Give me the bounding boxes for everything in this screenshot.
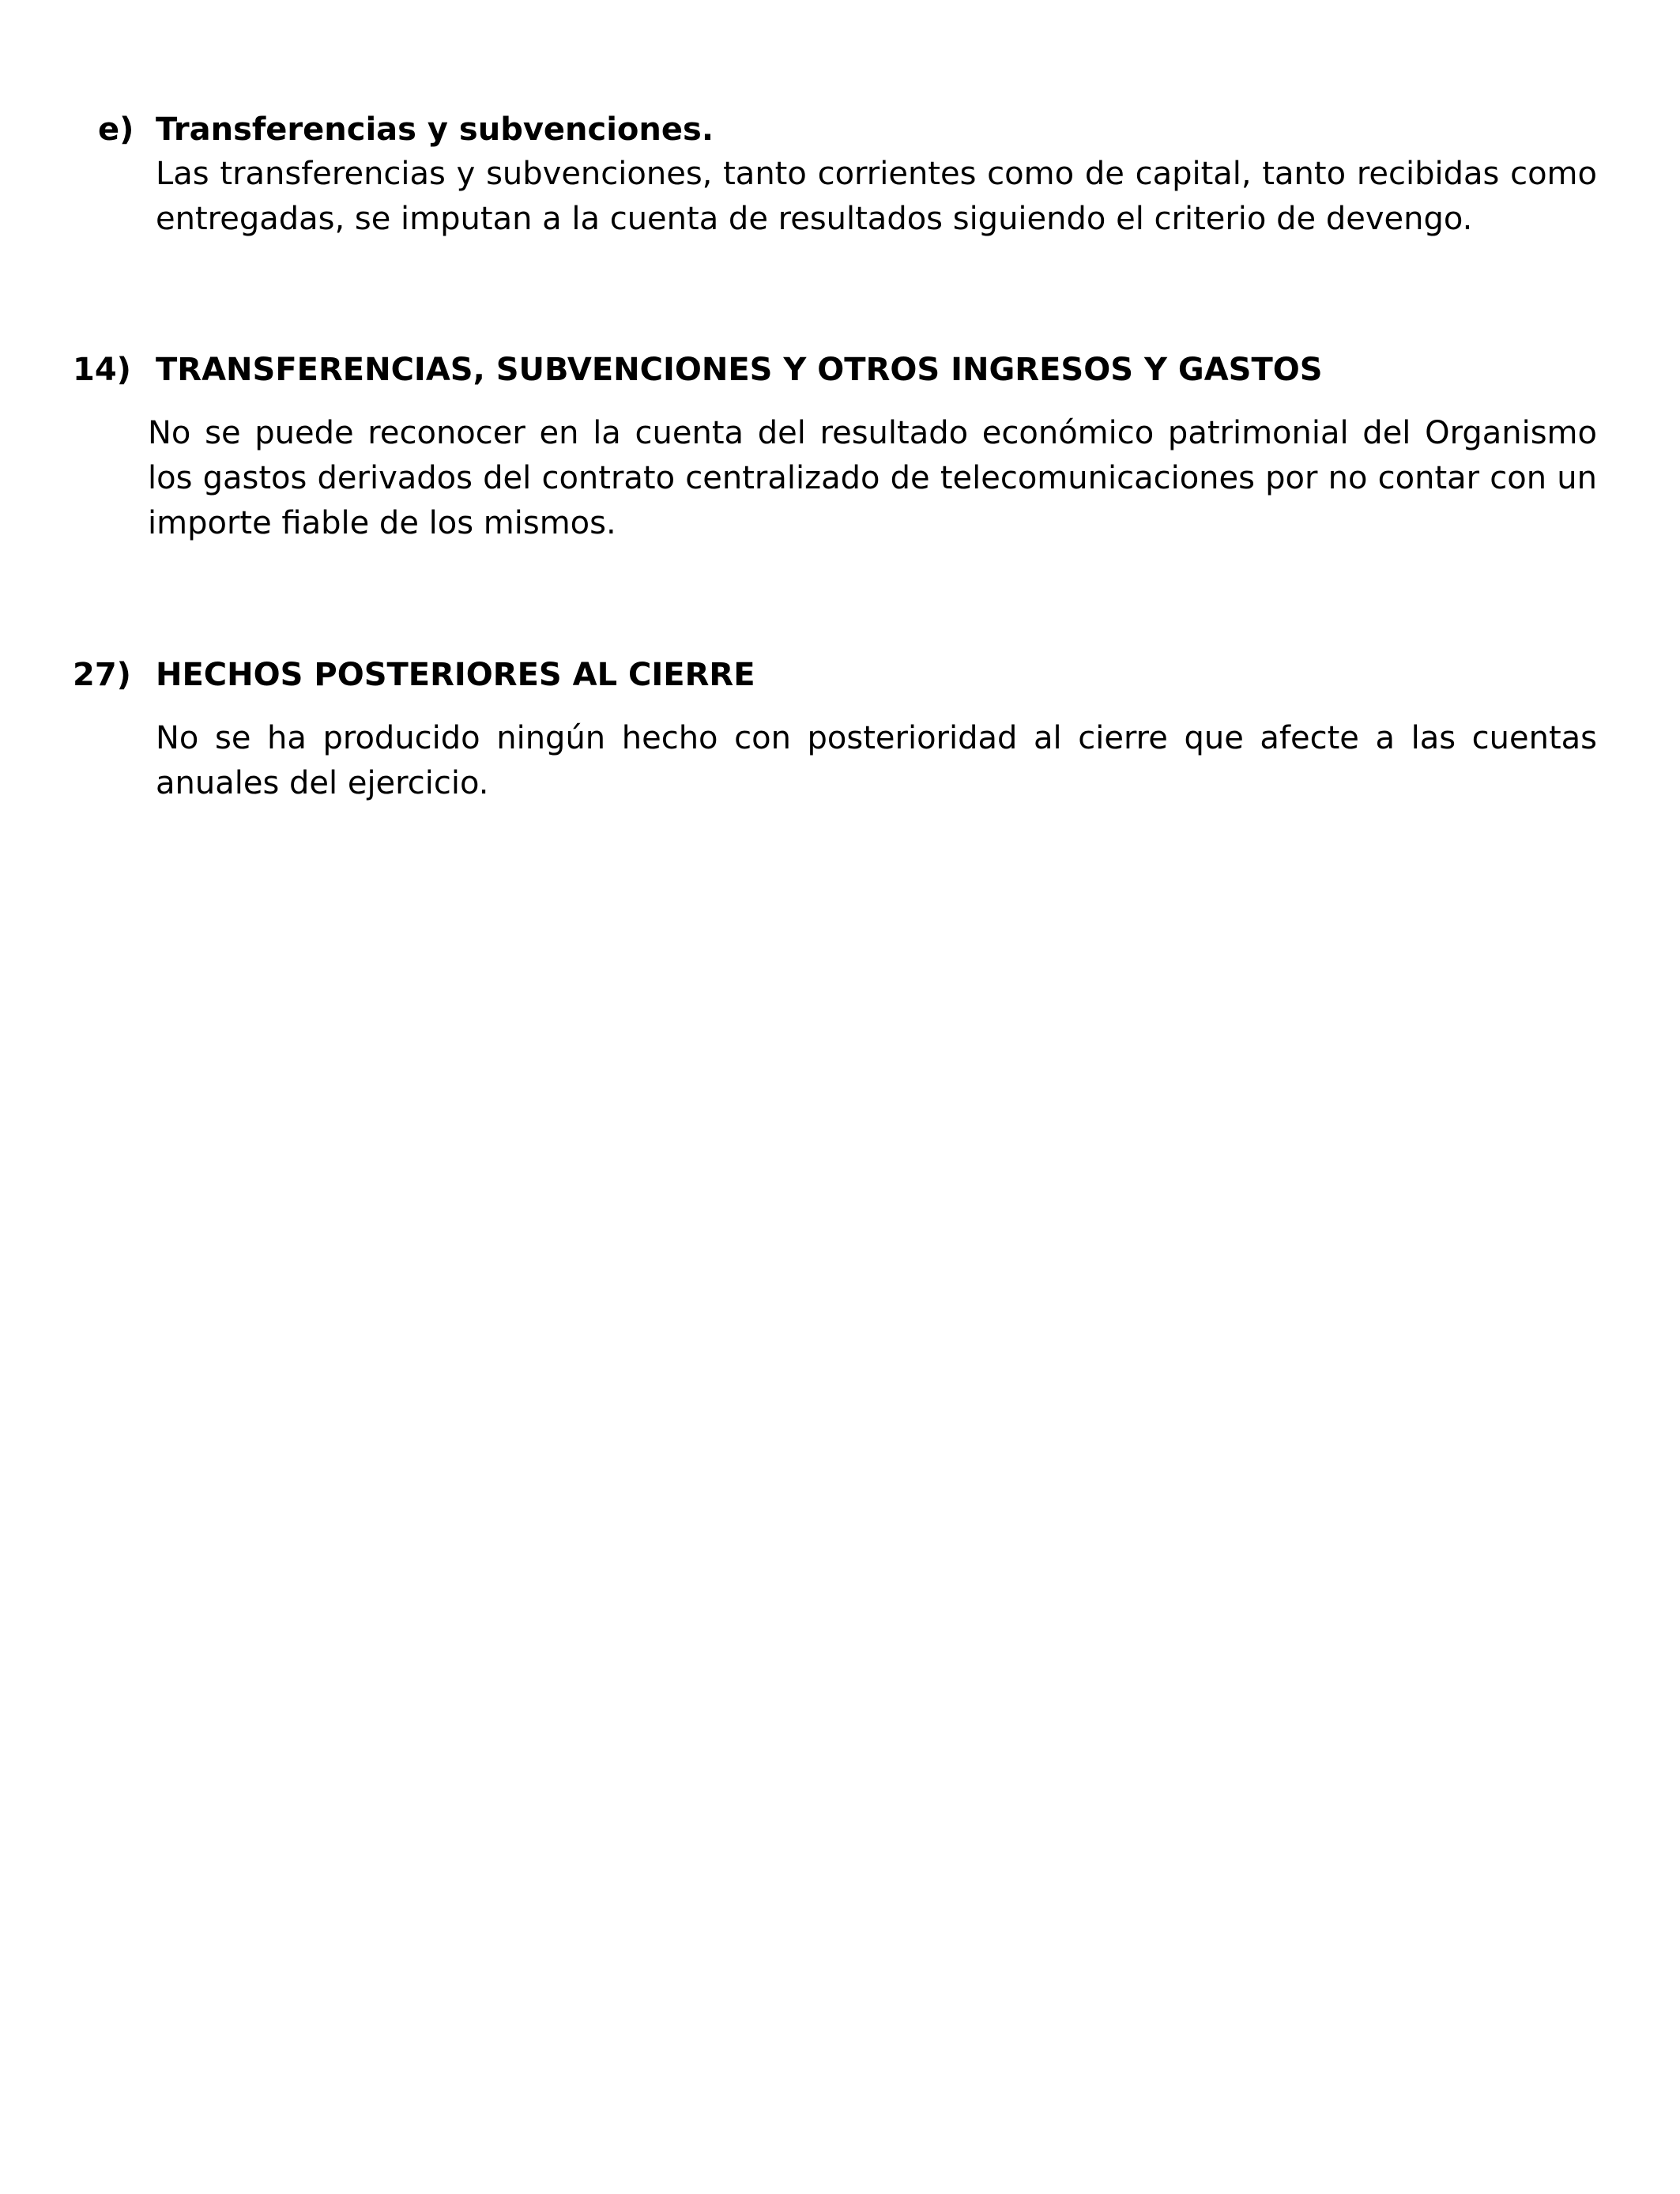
section-body: No se puede reconocer en la cuenta del resultado económico patrimonial del Organismo los gastos derivados del contrato centralizado de telecomunicaciones por no contar con un importe fiable de los mismos.	[148, 415, 1597, 541]
section-title: TRANSFERENCIAS, SUBVENCIONES Y OTROS INGRESOS Y GASTOS	[156, 352, 1323, 388]
section-title: HECHOS POSTERIORES AL CIERRE	[156, 657, 755, 693]
section-body: No se ha producido ningún hecho con posterioridad al cierre que afecte a las cuentas anuales del ejercicio.	[156, 720, 1597, 801]
section-body: Las transferencias y subvenciones, tanto corrientes como de capital, tanto recibidas como entregadas, se imputan a la cuenta de resultados siguiendo el criterio de devengo.	[156, 156, 1597, 237]
section-marker: 27)	[73, 657, 131, 693]
section-title: Transferencias y subvenciones.	[156, 111, 714, 148]
section-marker: 14)	[73, 352, 131, 388]
section-marker: e)	[98, 111, 134, 148]
